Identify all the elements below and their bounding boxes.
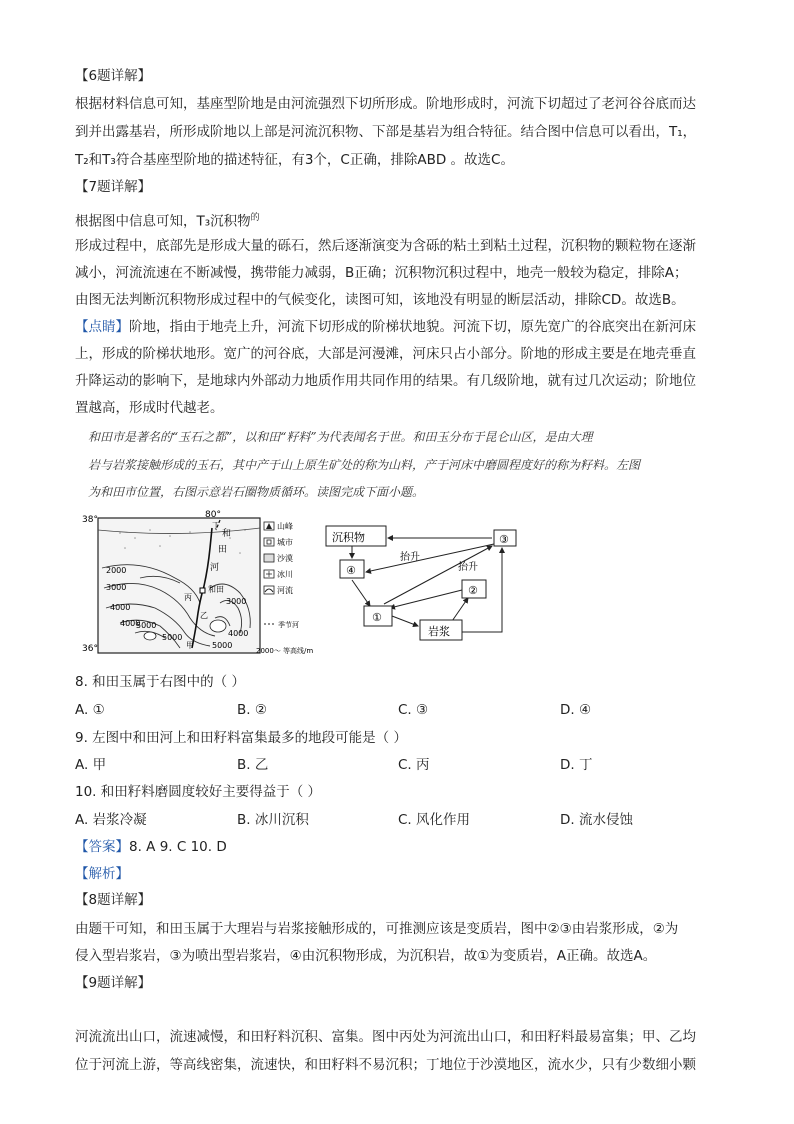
q8-option-c: C. ③ [398,702,429,718]
box-3-label: ③ [499,533,509,546]
glacier-patch [210,620,226,632]
box-4-label: ④ [346,564,356,577]
key-point-line [75,317,696,337]
legend-label: 2000～ 等高线/m [256,647,314,655]
desert-legend-icon [264,554,274,562]
latitude-label: 38° [82,515,98,525]
q7-explanation-line [75,208,260,232]
q8-explanation-line: 侵入型岩浆岩，③为喷出型岩浆岩，④由沉积物形成，为沉积岩，故①为变质岩，A正确。故选A。 [75,948,657,964]
material-text: 为和田市位置，右图示意岩石圈物质循环。读图完成下面小题。 [88,485,425,499]
q8-stem: 8. 和田玉属于右图中的（ ） [75,674,245,690]
longitude-label: 80° [205,510,221,520]
q9-explanation-line: 河流流出山口，流速减慢，和田籽料沉积、富集。图中丙处为河流出山口，和田籽料最易富集；甲、乙均 [75,1029,696,1045]
analysis-label: 【解析】 [75,866,129,882]
contour-label: 2000 [106,566,127,575]
key-point-line: 上，形成的阶梯状地形。宽广的河谷底，大部是河漫滩，河床只占小部分。阶地的形成主要是在地壳垂直 [75,346,696,362]
contour-label: 3000 [226,597,247,606]
legend-label: 山峰 [277,522,293,531]
q8-explanation-heading: 【8题详解】 [75,892,152,908]
contour-label: 5000 [136,621,157,630]
q8-explanation-line: 由题干可知，和田玉属于大理岩与岩浆接触形成的，可推测应该是变质岩，图中②③由岩浆形成，②为 [75,921,679,937]
material-text: 岩与岩浆接触形成的玉石，其中产于山上原生矿处的称为山料，产于河床中磨圆程度好的称为籽料。左图 [88,458,641,472]
key-point-line: 升降运动的影响下，是地球内外部动力地质作用共同作用的结果。有几级阶地，就有过几次运动；阶地位 [75,373,696,389]
contour-label: 4000 [110,603,131,612]
magma-label: 岩浆 [428,625,450,638]
key-point-line: 置越高，形成时代越老。 [75,400,224,416]
q9-option-c: C. 丙 [398,757,430,773]
q9-option-b: B. 乙 [237,757,269,773]
uplift-label: 抬升 [400,552,420,563]
q7-sup-char: 的 [250,213,260,223]
sediment-label: 沉积物 [332,531,365,544]
place-label: 河 [210,563,220,573]
q9-option-d: D. 丁 [560,757,593,773]
legend-label: 城市 [277,538,293,547]
legend-label: 季节河 [278,621,299,629]
place-label: 乙 [200,611,208,620]
contour-label: 4000 [228,629,249,638]
key-point-label: 【点睛】 [75,319,129,335]
answer-line [75,837,227,857]
latitude-label: 36° [82,644,98,654]
q10-option-d: D. 流水侵蚀 [560,812,633,828]
hotan-location-map [80,508,320,660]
q10-option-c: C. 风化作用 [398,812,471,828]
q6-explanation-line: 根据材料信息可知，基座型阶地是由河流强烈下切所形成。阶地形成时，河流下切超过了老河谷谷底而达 [75,96,696,112]
place-label: 和田 [208,585,224,594]
place-label: 丁 [212,521,220,530]
q6-explanation-line: T₂和T₃符合基座型阶地的描述特征，有3个，C正确，排除ABD 。故选C。 [75,152,514,168]
place-label: 甲 [186,641,194,650]
key-point-text: 阶地，指由于地壳上升，河流下切形成的阶梯状地貌。河流下切，原先宽广的谷底突出在新河床 [129,319,696,335]
map-legend [256,521,313,655]
place-label: 和 [222,529,232,539]
legend-label: 冰川 [277,570,293,579]
material-text: 和田市是著名的“玉石之都”，以和田“籽料”为代表闻名于世。和田玉分布于昆仑山区，是由大理 [88,430,593,444]
city-symbol [267,540,271,544]
q7-explanation-line: 形成过程中，底部先是形成大量的砾石，然后逐渐演变为含砾的粘土到粘土过程，沉积物的颗粒物在逐渐 [75,238,696,254]
uplift-label: 抬升 [458,562,478,573]
q9-explanation-line: 位于河流上游，等高线密集，流速快，和田籽料不易沉积；丁地位于沙漠地区，流水少，只有少数细小颗 [75,1057,696,1073]
box-2-label: ② [468,584,478,597]
place-label: 丙 [184,593,192,602]
contour-label: 5000 [162,633,183,642]
answer-label: 【答案】 [75,839,129,855]
q6-explanation-heading: 【6题详解】 [75,68,152,84]
q7-explanation-line: 减小，河流流速在不断减慢，携带能力减弱，B正确；沉积物沉积过程中，地壳一般较为稳定，排除A； [75,265,688,281]
river-legend-icon [264,586,274,594]
q10-option-a: A. 岩浆冷凝 [75,812,147,828]
city-marker [200,588,205,593]
q9-explanation-heading: 【9题详解】 [75,975,152,991]
rock-cycle-diagram [322,520,527,645]
q7-explanation-heading: 【7题详解】 [75,179,152,195]
legend-label: 河流 [277,586,293,595]
place-label: 田 [218,545,228,555]
contour-label: 5000 [212,641,233,650]
glacier-patch [144,632,156,640]
q8-option-a: A. ① [75,702,105,718]
q8-option-b: B. ② [237,702,267,718]
q7-explanation-line: 由图无法判断沉积物形成过程中的气候变化，读图可知，该地没有明显的断层活动，排除CD。故选B。 [75,292,685,308]
q10-option-b: B. 冰川沉积 [237,812,309,828]
q7-text: 根据图中信息可知，T₃沉积物 [75,213,251,230]
q9-stem: 9. 左图中和田河上和田籽料富集最多的地段可能是（ ） [75,730,407,746]
answer-text: 8. A 9. C 10. D [129,839,227,855]
contour-label: 4000 [120,619,141,628]
legend-label: 沙漠 [277,554,293,563]
q8-option-d: D. ④ [560,702,592,718]
q10-stem: 10. 和田籽料磨圆度较好主要得益于（ ） [75,784,322,800]
box-1-label: ① [372,611,382,624]
q9-option-a: A. 甲 [75,757,107,773]
contour-label: 3000 [106,583,127,592]
q6-explanation-line: 到并出露基岩，所形成阶地以上部是河流沉积物、下部是基岩为组合特征。结合图中信息可以看出，T₁， [75,124,697,140]
